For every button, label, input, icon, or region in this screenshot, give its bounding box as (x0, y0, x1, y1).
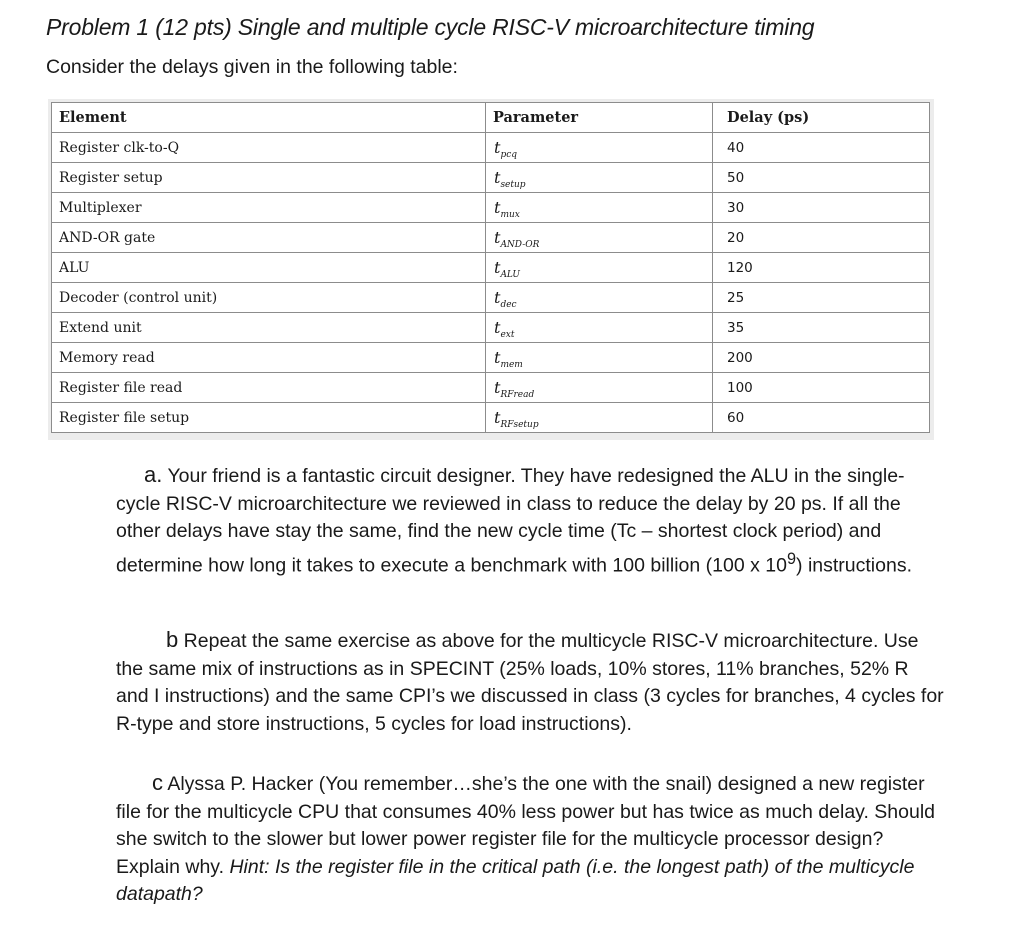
param-base: t (494, 408, 501, 427)
exponent: 9 (786, 549, 797, 568)
delay-table (51, 102, 930, 433)
table-row (52, 403, 930, 433)
param-subscript: RFsetup (500, 420, 539, 430)
parameter-cell (486, 373, 713, 403)
delay-cell: 60 (713, 403, 930, 433)
parameter-cell (486, 283, 713, 313)
param-subscript: setup (500, 180, 526, 190)
table-row (52, 193, 930, 223)
question-b-letter: b (166, 627, 179, 652)
param-base: t (494, 138, 501, 157)
problem-title: Problem 1 (12 pts) Single and multiple cycle RISC-V microarchitecture timing (46, 14, 815, 40)
question-a-text-end: ) instructions. (796, 554, 912, 577)
element-cell: AND-OR gate (52, 223, 486, 253)
delay-cell: 35 (713, 313, 930, 343)
parameter-cell (486, 253, 713, 283)
question-b (116, 626, 946, 738)
param-subscript: ALU (500, 270, 521, 280)
element-cell: Extend unit (52, 313, 486, 343)
intro-text: Consider the delays given in the following table: (46, 56, 458, 78)
table-row (52, 163, 930, 193)
param-subscript: AND-OR (500, 240, 540, 250)
parameter-cell (486, 193, 713, 223)
param-base: t (494, 198, 501, 217)
param-base: t (494, 378, 501, 397)
delay-table-container (48, 99, 934, 440)
element-cell: ALU (52, 253, 486, 283)
header-parameter: Parameter (486, 103, 713, 133)
param-base: t (494, 348, 501, 367)
header-delay: Delay (ps) (713, 103, 930, 133)
table-row (52, 373, 930, 403)
delay-cell: 100 (713, 373, 930, 403)
table-header-row (52, 103, 930, 133)
param-subscript: mux (500, 210, 520, 220)
parameter-cell (486, 163, 713, 193)
table-row (52, 223, 930, 253)
question-b-text: Repeat the same exercise as above for the multicycle RISC-V microarchitecture. Use the same mix of instructions as in SPECINT (25% loads, 10% stores, 11% branches, 52% R and I instructions) and the same CPI’s we discussed in class (3 cycles for branches, 4 cycles for R-type and store instructions, 5 cycles for load instructions). (116, 630, 944, 735)
delay-cell: 30 (713, 193, 930, 223)
param-base: t (494, 168, 501, 187)
parameter-cell (486, 133, 713, 163)
element-cell: Register clk-to-Q (52, 133, 486, 163)
table-row (52, 133, 930, 163)
question-c-text: Alyssa P. Hacker (You remember…she’s the one with the snail) designed a new register file for the multicycle CPU that consumes 40% less power but has twice as much delay. Should she switch to the slower but lower power register file for the multicycle processor design? Explain why. (116, 773, 936, 878)
delay-cell: 40 (713, 133, 930, 163)
parameter-cell (486, 343, 713, 373)
element-cell: Register setup (52, 163, 486, 193)
table-row (52, 313, 930, 343)
parameter-cell (486, 223, 713, 253)
question-c-hint: Hint: Is the register file in the critical path (i.e. the longest path) of the multicycle datapath? (116, 855, 915, 906)
param-base: t (494, 258, 501, 277)
question-c (116, 769, 946, 909)
param-subscript: ext (500, 330, 515, 340)
param-base: t (494, 318, 501, 337)
element-cell: Multiplexer (52, 193, 486, 223)
element-cell: Register file setup (52, 403, 486, 433)
param-subscript: pcq (500, 150, 518, 160)
header-element: Element (52, 103, 486, 133)
param-subscript: RFread (500, 390, 535, 400)
param-base: t (494, 288, 501, 307)
table-row (52, 343, 930, 373)
table-row (52, 283, 930, 313)
param-base: t (494, 228, 501, 247)
param-subscript: dec (500, 300, 517, 310)
param-subscript: mem (500, 360, 523, 370)
parameter-cell (486, 313, 713, 343)
table-row (52, 253, 930, 283)
element-cell: Register file read (52, 373, 486, 403)
element-cell: Memory read (52, 343, 486, 373)
element-cell: Decoder (control unit) (52, 283, 486, 313)
question-a (116, 461, 946, 580)
delay-cell: 200 (713, 343, 930, 373)
delay-cell: 25 (713, 283, 930, 313)
question-a-text: Your friend is a fantastic circuit designer. They have redesigned the ALU in the single-cycle RISC-V microarchitecture we reviewed in class to reduce the delay by 20 ps. If all the other delays have stay the same, find the new cycle time (Tc – shortest clock period) and determine how long it takes to execute a benchmark with 100 billion (100 x 10 (116, 465, 905, 577)
delay-cell: 20 (713, 223, 930, 253)
question-a-letter: a. (144, 462, 163, 487)
question-c-letter: c (152, 770, 163, 795)
parameter-cell (486, 403, 713, 433)
delay-cell: 120 (713, 253, 930, 283)
delay-cell: 50 (713, 163, 930, 193)
